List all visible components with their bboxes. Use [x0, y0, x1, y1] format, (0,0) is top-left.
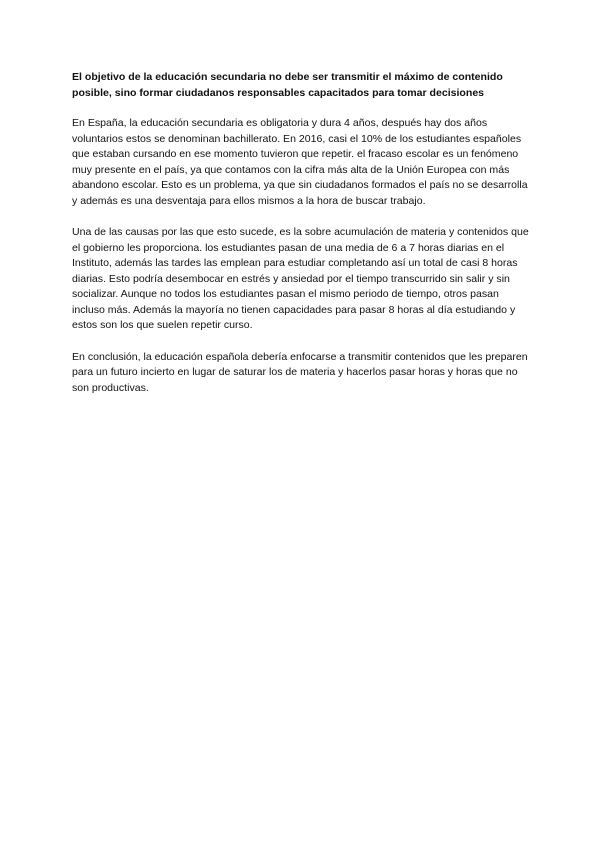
paragraph-intro: En España, la educación secundaria es obligatoria y dura 4 años, después hay dos años voluntarios estos se denominan bachillerato. En 2016, casi el 10% de los estudiantes españoles que estaban cursando en ese momento tuvieron que repetir. el fracaso escolar es un fenómeno muy presente en el país, ya que contamos con la cifra más alta de la Unión Europea con más abandono escolar. Esto es un problema, ya que sin ciudadanos formados el país no se desarrolla y además es una desventaja para ellos mismos a la hora de buscar trabajo.: [72, 117, 528, 207]
document-title: El objetivo de la educación secundaria no debe ser transmitir el máximo de contenido posible, sino formar ciudadanos responsables capacitados para tomar decisiones: [72, 71, 503, 99]
paragraph-causes: Una de las causas por las que esto sucede, es la sobre acumulación de materia y contenidos que el gobierno les proporciona. los estudiantes pasan de una media de 6 a 7 horas diarias en el Instituto, además las tardes las emplean para estudiar completando así un total de casi 8 horas diarias. Esto podría desembocar en estrés y ansiedad por el tiempo transcurrido sin salir y sin socializar. Aunque no todos los estudiantes pasan el mismo periodo de tiempo, otros pasan incluso más. Además la mayoría no tienen capacidades para pasar 8 horas al día estudiando y estos son los que suelen repetir curso.: [72, 226, 529, 331]
paragraph-conclusion: En conclusión, la educación española debería enfocarse a transmitir contenidos que les preparen para un futuro incierto en lugar de saturar los de materia y hacerlos pasar horas y horas que no son productivas.: [72, 350, 528, 394]
document-body: [72, 70, 530, 412]
